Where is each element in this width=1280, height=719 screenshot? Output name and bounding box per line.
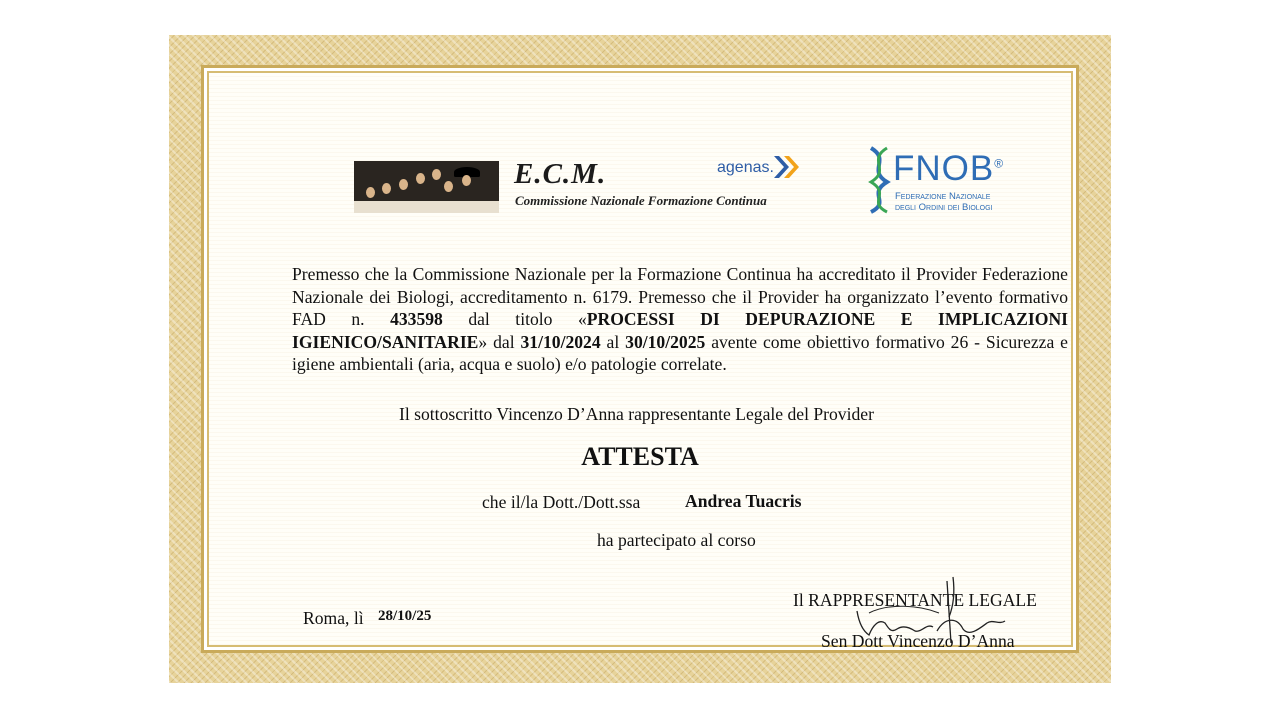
anatomy-lesson-painting-icon bbox=[354, 161, 499, 213]
issue-date: 28/10/25 bbox=[378, 608, 432, 624]
handwritten-signature-icon bbox=[829, 573, 1029, 653]
dott-label: che il/la Dott./Dott.ssa bbox=[482, 492, 641, 512]
fnob-logo-text: FNOB® bbox=[893, 149, 1005, 188]
course-title: PROCESSI DI DEPURAZIONE E IMPLICAZIONI IGIENICO/SANITARIE bbox=[292, 309, 1068, 352]
legal-representative-name: Sen Dott Vincenzo D’Anna bbox=[821, 631, 1015, 651]
certificate-border bbox=[169, 35, 1111, 683]
legal-representative-title: Il RAPPRESENTANTE LEGALE bbox=[793, 590, 1037, 610]
event-number: 433598 bbox=[390, 309, 443, 330]
place-label: Roma, lì bbox=[303, 608, 364, 628]
certificate-paper bbox=[209, 73, 1071, 651]
date-to: 30/10/2025 bbox=[625, 331, 706, 352]
ecm-subtitle: Commissione Nazionale Formazione Continua bbox=[515, 193, 767, 208]
sottoscritto-line: Il sottoscritto Vincenzo D’Anna rappresentante Legale del Provider bbox=[399, 404, 874, 424]
fnob-subtitle: Federazione Nazionale degli Ordini dei Biologi bbox=[895, 191, 993, 213]
certificate-body-text: Premesso che la Commissione Nazionale per la Formazione Continua ha accreditato il Provider Federazione Nazionale dei Biologi, accreditamento n. 6179. Premesso che il Provider ha organizzato l’evento formativo FAD n. 433598 dal titolo «PROCESSI DI DEPURAZIONE E IMPLICAZIONI IGIENICO/SANITARIE» dal 31/10/2024 al 30/10/2025 avente come obiettivo formativo 26 - Sicurezza e igiene ambientali (aria, acqua e suolo) e/o patologie correlate. bbox=[292, 264, 1068, 375]
agenas-logo-text: agenas. bbox=[717, 159, 774, 176]
attesta-heading: ATTESTA bbox=[581, 442, 699, 471]
partecipato-line: ha partecipato al corso bbox=[597, 530, 756, 550]
dna-helix-icon bbox=[865, 146, 893, 214]
date-from: 31/10/2024 bbox=[520, 331, 601, 352]
participant-name: Andrea Tuacris bbox=[685, 491, 802, 511]
ecm-title: E.C.M. bbox=[514, 158, 607, 190]
agenas-logo-icon bbox=[772, 154, 800, 180]
